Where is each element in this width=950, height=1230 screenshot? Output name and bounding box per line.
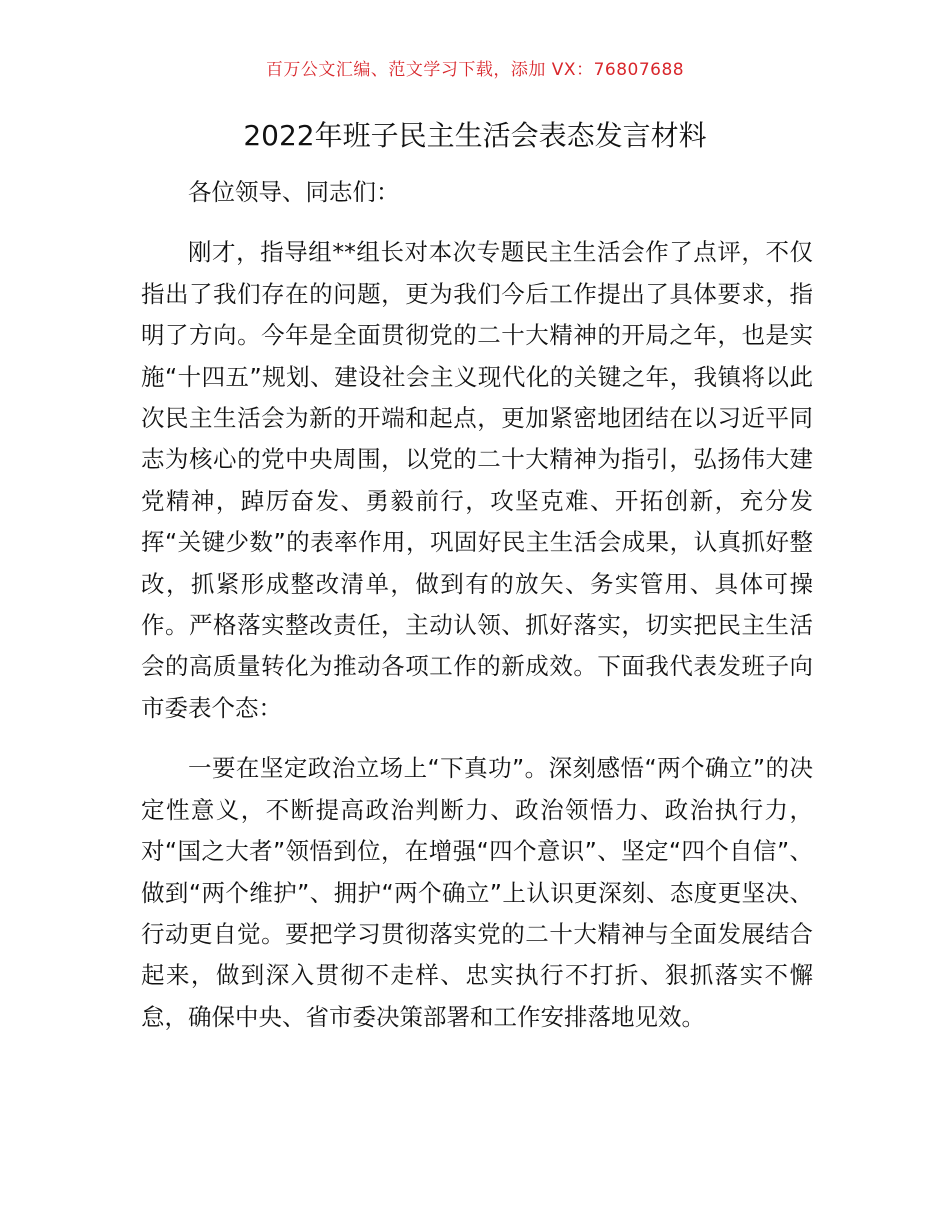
paragraph-point-one: 一要在坚定政治立场上“下真功”。深刻感悟“两个确立”的决定性意义，不断提高政治判断力、政治领悟力、政治执行力，对“国之大者”领悟到位，在增强“四个意识”、坚定“四个自信”、做到“两个维护”、拥护“两个确立”上认识更深刻、态度更坚决、行动更自觉。要把学习贯彻落实党的二十大精神与全面发展结合起来，做到深入贯彻不走样、忠实执行不打折、狠抓落实不懈怠，确保中央、省市委决策部署和工作安排落地见效。 xyxy=(141,754,813,1031)
salutation: 各位领导、同志们： xyxy=(188,178,400,206)
document-body xyxy=(141,172,813,1057)
paragraph-intro: 刚才，指导组**组长对本次专题民主生活会作了点评，不仅指出了我们存在的问题，更为我们今后工作提出了具体要求，指明了方向。今年是全面贯彻党的二十大精神的开局之年，也是实施“十四五”规划、建设社会主义现代化的关键之年，我镇将以此次民主生活会为新的开端和起点，更加紧密地团结在以习近平同志为核心的党中央周围，以党的二十大精神为指引，弘扬伟大建党精神，踔厉奋发、勇毅前行，攻坚克难、开拓创新，充分发挥“关键少数”的表率作用，巩固好民主生活会成果，认真抓好整改，抓紧形成整改清单，做到有的放矢、务实管用、具体可操作。严格落实整改责任，主动认领、抓好落实，切实把民主生活会的高质量转化为推动各项工作的新成效。下面我代表发班子向市委表个态： xyxy=(141,238,813,722)
header-watermark-note: 百万公文汇编、范文学习下载，添加 VX：76807688 xyxy=(265,60,685,80)
document-title: 2022年班子民主生活会表态发言材料 xyxy=(243,119,707,152)
